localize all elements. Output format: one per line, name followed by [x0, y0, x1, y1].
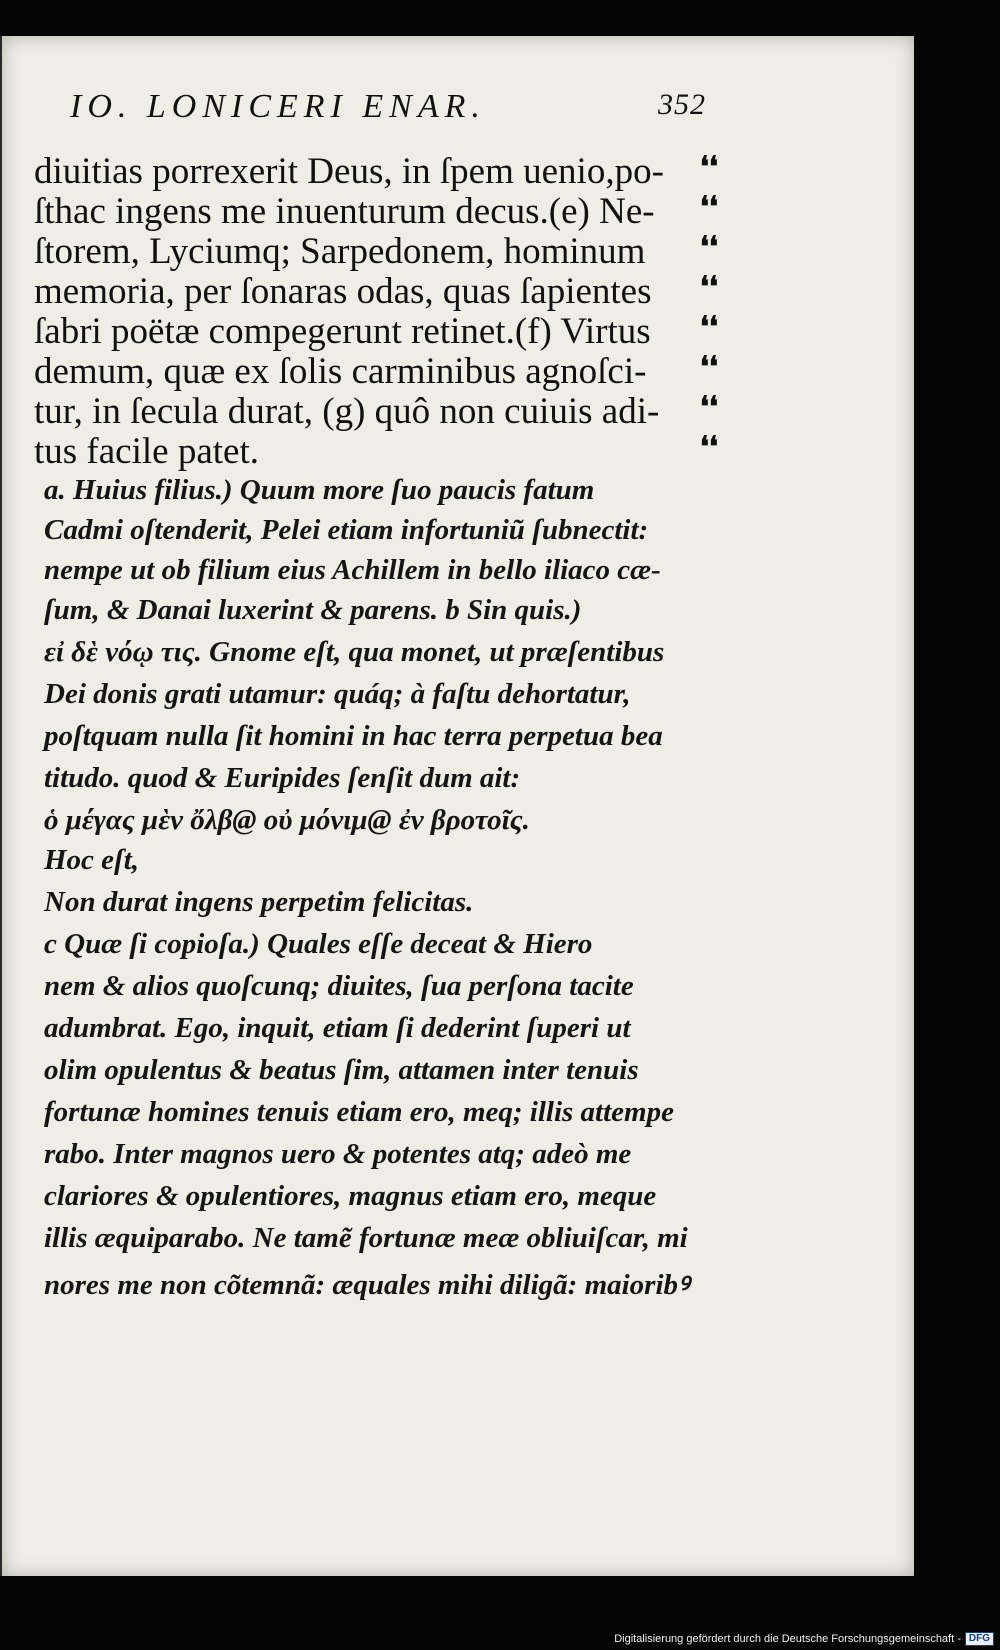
body-line: ſabri poëtæ compegerunt retinet.(f) Virtus	[34, 311, 651, 352]
margin-quote-mark: ❛❛	[700, 392, 719, 423]
body-line: ſthac ingens me inuenturum decus.(e) Ne-	[34, 191, 655, 232]
commentary-line: poſtquam nulla ſit homini in hac terra perpetua bea	[44, 720, 663, 752]
commentary-line: Non durat ingens perpetim felicitas.	[44, 886, 474, 918]
body-line: tus facile patet.	[34, 431, 259, 472]
margin-quote-mark: ❛❛	[700, 152, 719, 183]
commentary-line: olim opulentus & beatus ſim, attamen inter tenuis	[44, 1054, 639, 1086]
body-line: ſtorem, Lyciumq; Sarpedonem, hominum	[34, 231, 646, 272]
running-title: IO. LONICERI ENAR.	[70, 88, 486, 125]
body-line: demum, quæ ex ſolis carminibus agnoſci-	[34, 351, 647, 392]
commentary-line: adumbrat. Ego, inquit, etiam ſi dederint ſuperi ut	[44, 1012, 631, 1044]
commentary-line: titudo. quod & Euripides ſenſit dum ait:	[44, 762, 521, 794]
margin-quote-mark: ❛❛	[700, 352, 719, 383]
commentary-line: fortunæ homines tenuis etiam ero, meq; illis attempe	[44, 1096, 674, 1128]
body-line: tur, in ſecula durat, (g) quô non cuiuis adi-	[34, 391, 660, 432]
greek-quotation-line: ὁ μέγας μὲν ὄλβ@ οὐ μόνιμ@ ἐν βροτοῖς.	[44, 804, 530, 836]
page-header	[70, 88, 706, 132]
commentary-line: illis æquiparabo. Ne tamẽ fortunæ meæ obliuiſcar, mi	[44, 1222, 688, 1254]
margin-quote-mark: ❛❛	[700, 272, 719, 303]
dfg-logo: DFG	[965, 1632, 994, 1646]
digitization-credit	[614, 1632, 994, 1646]
body-line: diuitias porrexerit Deus, in ſpem uenio,po-	[34, 151, 664, 192]
margin-quote-mark: ❛❛	[700, 312, 719, 343]
margin-quote-mark: ❛❛	[700, 232, 719, 263]
commentary-line: c Quæ ſi copioſa.) Quales eſſe deceat & Hiero	[44, 928, 593, 960]
credit-text: Digitalisierung gefördert durch die Deutsche Forschungsgemeinschaft -	[614, 1633, 961, 1645]
commentary-line: clariores & opulentiores, magnus etiam ero, meque	[44, 1180, 657, 1212]
commentary-line: Hoc eſt,	[44, 844, 140, 876]
margin-quote-mark: ❛❛	[700, 192, 719, 223]
commentary-line: nempe ut ob filium eius Achillem in bello iliaco cæ-	[44, 554, 661, 586]
commentary-line: Dei donis grati utamur: quáq; à faſtu dehortatur,	[44, 678, 631, 710]
commentary-line: εἰ δὲ νόῳ τις. Gnome eſt, qua monet, ut præſentibus	[44, 636, 665, 668]
commentary-line: a. Huius filius.) Quum more ſuo paucis fatum	[44, 474, 595, 506]
commentary-line: nores me non cõtemnã: æquales mihi diligã: maioribꝰ	[44, 1269, 690, 1301]
commentary-line: rabo. Inter magnos uero & potentes atq; adeò me	[44, 1138, 632, 1170]
page-number: 352	[658, 88, 706, 121]
body-line: memoria, per ſonaras odas, quas ſapientes	[34, 271, 652, 312]
margin-quote-mark: ❛❛	[700, 432, 719, 463]
commentary-line: Cadmi oſtenderit, Pelei etiam infortuniũ ſubnectit:	[44, 514, 649, 546]
commentary-line: nem & alios quoſcunq; diuites, ſua perſona tacite	[44, 970, 634, 1002]
commentary-line: ſum, & Danai luxerint & parens. b Sin quis.)	[44, 594, 582, 626]
